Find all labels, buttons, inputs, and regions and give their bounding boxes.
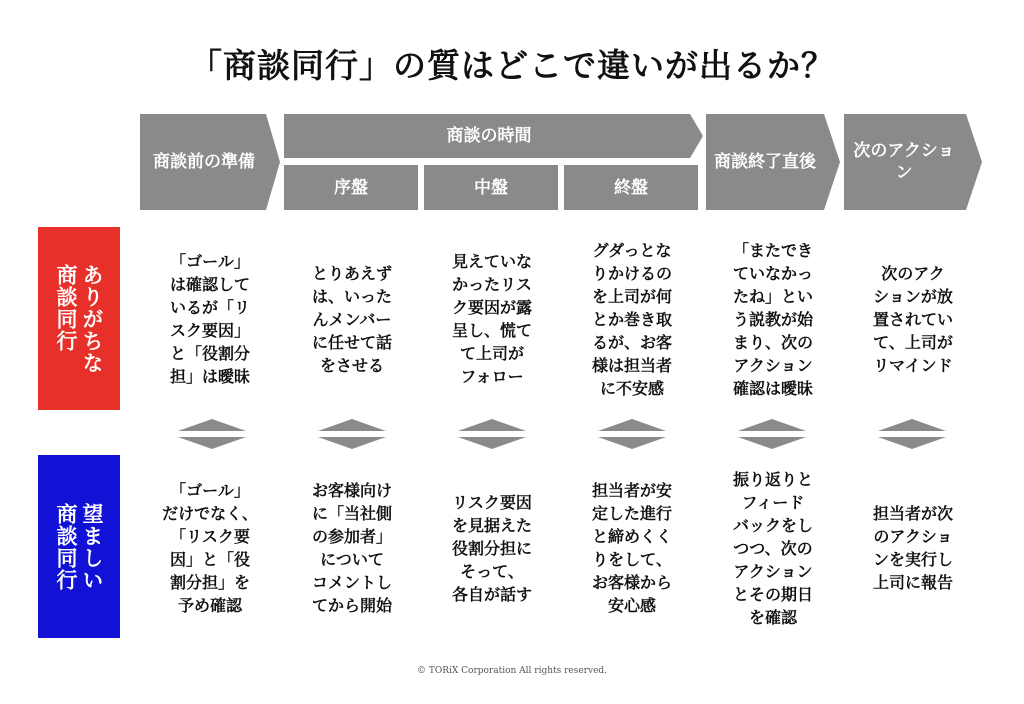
row-label-common: ありがちな 商談同行 [54, 263, 104, 374]
chevron-down [598, 437, 666, 449]
cell-common-next: 次のアク ションが放 置されてい て、上司が リマインド [872, 263, 953, 375]
cell-desired-before: 「ゴール」 だけでなく、 「リスク要 因」と「役 割分担」を 予め確認 [162, 481, 258, 615]
header-before: 商談前の準備 [153, 152, 255, 172]
chevron-up [598, 419, 666, 431]
cell-common-late: グダっとな りかけるの を上司が何 とか巻き取 るが、お客 様は担当者 に不安感 [591, 240, 672, 398]
chevron-down [178, 437, 246, 449]
header-early: 序盤 [334, 177, 368, 198]
header-next: 次のアクション [853, 141, 955, 183]
chevron-up [318, 419, 386, 431]
cell-desired-early: お客様向け に「当社側 の参加者」 について コメントし てから開始 [311, 481, 392, 615]
cell-desired-middle: リスク要因 を見据えた 役割分担に そって、 各自が話す [451, 492, 532, 604]
cell-common-middle: 見えていな かったリス ク要因が露 呈し、慌て て上司が フォロー [451, 252, 532, 386]
header-middle: 中盤 [474, 177, 508, 198]
cell-desired-late: 担当者が安 定した進行 と締めくく りをして、 お客様から 安心感 [591, 481, 672, 615]
chevron-down [878, 437, 946, 449]
chevron-down [458, 437, 526, 449]
copyright-footer: © TORiX Corporation All rights reserved. [416, 666, 608, 676]
chevron-up [458, 419, 526, 431]
header-late: 終盤 [614, 177, 648, 198]
cell-common-early: とりあえず は、いった んメンバー に任せて話 をさせる [311, 263, 392, 375]
chevron-up [738, 419, 806, 431]
row-label-desired: 望ましい 商談同行 [54, 502, 104, 591]
chevron-down [318, 437, 386, 449]
header-after: 商談終了直後 [714, 152, 816, 172]
chevron-up [878, 419, 946, 431]
cell-desired-after: 振り返りと フィード バックをし つつ、次の アクション とその期日 を確認 [732, 469, 813, 627]
cell-common-after: 「またでき ていなかっ たね」とい う説教が始 まり、次の アクション 確認は曖昧 [732, 240, 813, 398]
cell-common-before: 「ゴール」 は確認して いるが「リ スク要因」 と「役割分 担」は曖昧 [169, 252, 250, 386]
page-title: 「商談同行」の質はどこで違いが出るか？ [189, 46, 835, 85]
chevron-down [738, 437, 806, 449]
cell-desired-next: 担当者が次 のアクショ ンを実行し 上司に報告 [872, 504, 953, 592]
chevron-up [178, 419, 246, 431]
comparison-chevrons [178, 419, 946, 449]
header-during: 商談の時間 [446, 126, 532, 146]
